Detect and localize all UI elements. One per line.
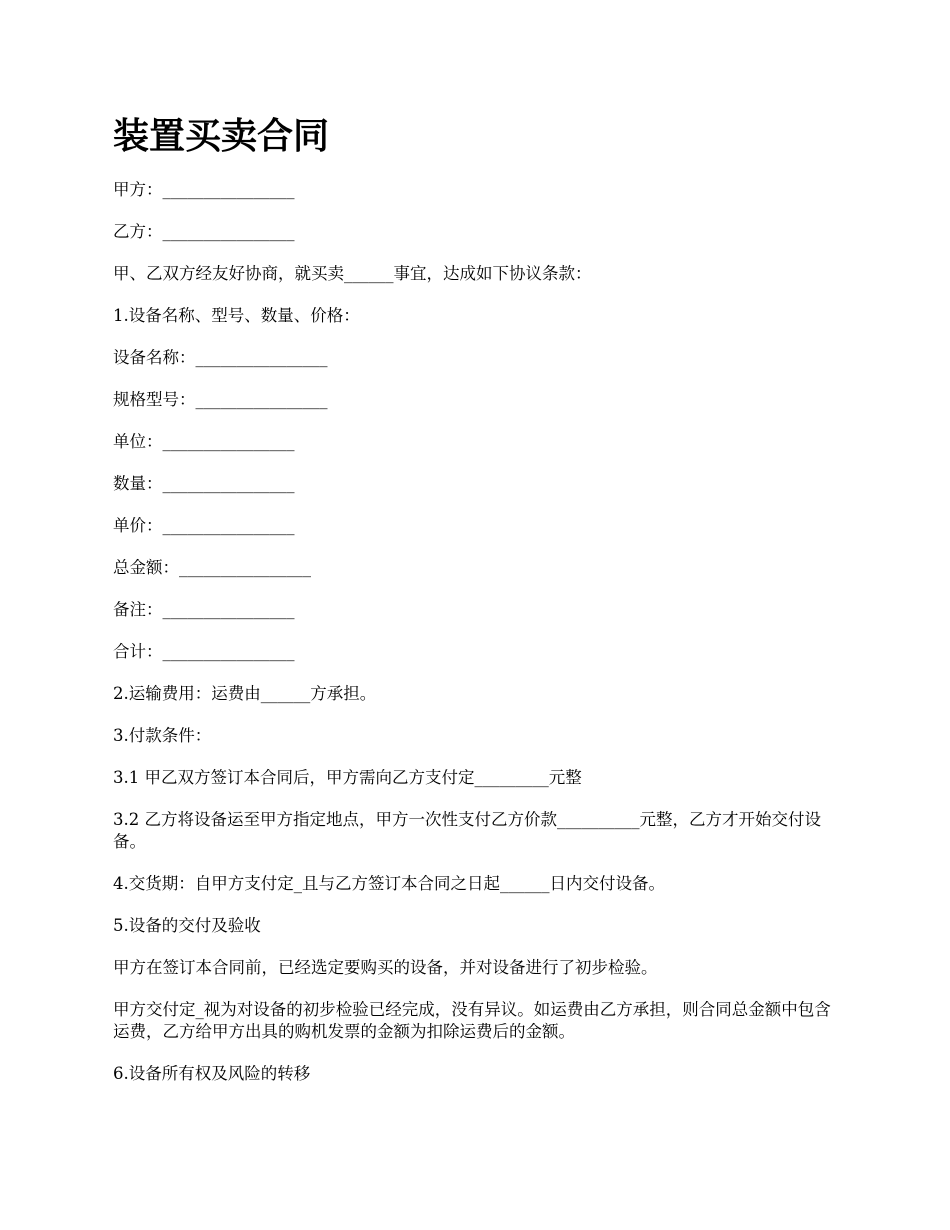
clause-2-transport: 2.运输费用：运费由______方承担。 — [113, 684, 377, 703]
field-device-name: 设备名称：________________ — [113, 348, 328, 367]
intro-paragraph: 甲、乙双方经友好协商，就买卖______事宜，达成如下协议条款： — [113, 264, 592, 283]
field-spec-model: 规格型号：________________ — [113, 390, 328, 409]
field-quantity: 数量：________________ — [113, 474, 295, 493]
clause-5-para-2: 甲方交付定_视为对设备的初步检验已经完成，没有异议。如运费由乙方承担，则合同总金额中包含运费，乙方给甲方出具的购机发票的金额为扣除运费后的金额。 — [113, 1000, 831, 1041]
field-remarks: 备注：________________ — [113, 600, 295, 619]
party-a-line: 甲方：________________ — [113, 180, 295, 199]
clause-3-heading: 3.付款条件： — [113, 726, 212, 745]
field-unit-price: 单价：________________ — [113, 516, 295, 535]
clause-5-heading: 5.设备的交付及验收 — [113, 916, 261, 935]
clause-3-1: 3.1 甲乙双方签订本合同后，甲方需向乙方支付定_________元整 — [113, 768, 582, 787]
party-b-line: 乙方：________________ — [113, 222, 295, 241]
field-total-amount: 总金额：________________ — [113, 558, 311, 577]
clause-6-heading: 6.设备所有权及风险的转移 — [113, 1064, 311, 1083]
clause-4-delivery: 4.交货期：自甲方支付定_且与乙方签订本合同之日起______日内交付设备。 — [113, 874, 665, 893]
field-unit: 单位：________________ — [113, 432, 295, 451]
document-title: 装置买卖合同 — [113, 115, 330, 157]
document-body — [113, 112, 833, 1085]
field-sum: 合计：________________ — [113, 642, 295, 661]
clause-3-2: 3.2 乙方将设备运至甲方指定地点，甲方一次性支付乙方价款__________元整，乙方才开始交付设备。 — [113, 810, 821, 851]
clause-5-para-1: 甲方在签订本合同前，已经选定要购买的设备，并对设备进行了初步检验。 — [113, 958, 658, 977]
clause-1-heading: 1.设备名称、型号、数量、价格： — [113, 306, 360, 325]
